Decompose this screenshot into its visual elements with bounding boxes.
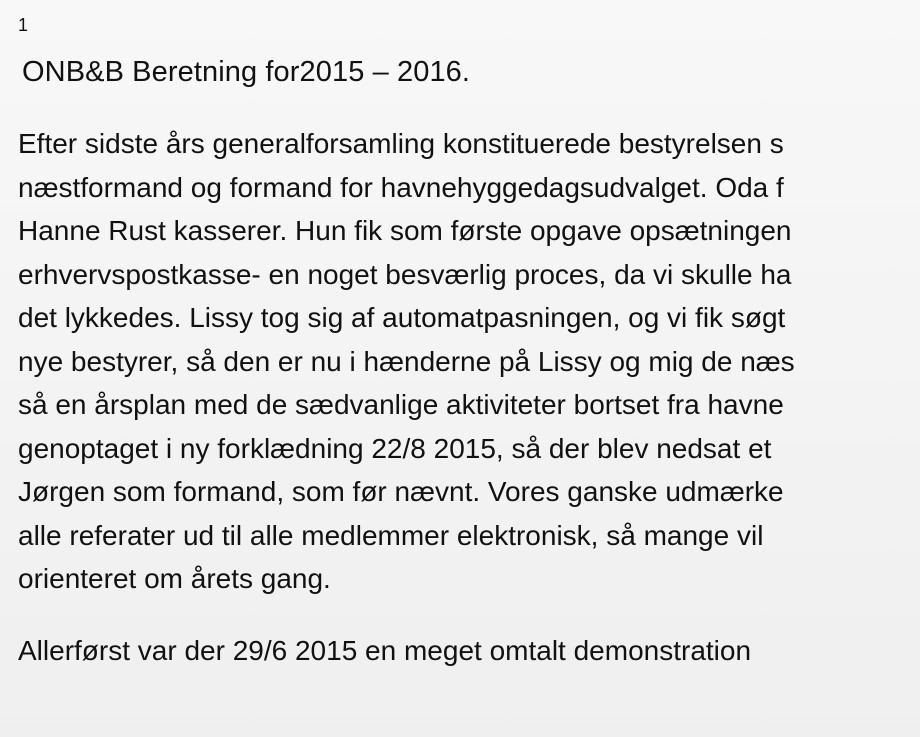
paragraph <box>18 122 920 601</box>
text-line: orienteret om årets gang. <box>18 563 331 594</box>
text-line: alle referater ud til alle medlemmer elektronisk, så mange vil <box>18 519 764 551</box>
text-line: Hanne Rust kasserer. Hun fik som første opgave opsætningen <box>18 215 792 246</box>
text-line: nye bestyrer, så den er nu i hænderne på Lissy og mig de næs <box>18 345 795 377</box>
text-line: så en årsplan med de sædvanlige aktiviteter bortset fra havne <box>18 389 784 420</box>
document-title: ONB&B Beretning for2015 – 2016. <box>22 56 471 88</box>
paragraph <box>18 629 920 673</box>
text-line: det lykkedes. Lissy tog sig af automatpasningen, og vi fik søgt <box>18 302 786 333</box>
page-number: 1 <box>18 15 29 35</box>
text-line: Allerførst var der 29/6 2015 en meget omtalt demonstration <box>18 634 752 666</box>
text-line: erhvervspostkasse- en noget besværlig proces, da vi skulle ha <box>18 258 792 290</box>
text-line: Jørgen som formand, som før nævnt. Vores ganske udmærke <box>18 476 784 507</box>
document-body <box>18 122 920 672</box>
text-line: næstformand og formand for havnehyggedagsudvalget. Oda f <box>18 171 784 203</box>
text-line: genoptaget i ny forklædning 22/8 2015, så der blev nedsat et <box>18 432 772 464</box>
text-line: Efter sidste års generalforsamling konstituerede bestyrelsen s <box>18 128 784 159</box>
